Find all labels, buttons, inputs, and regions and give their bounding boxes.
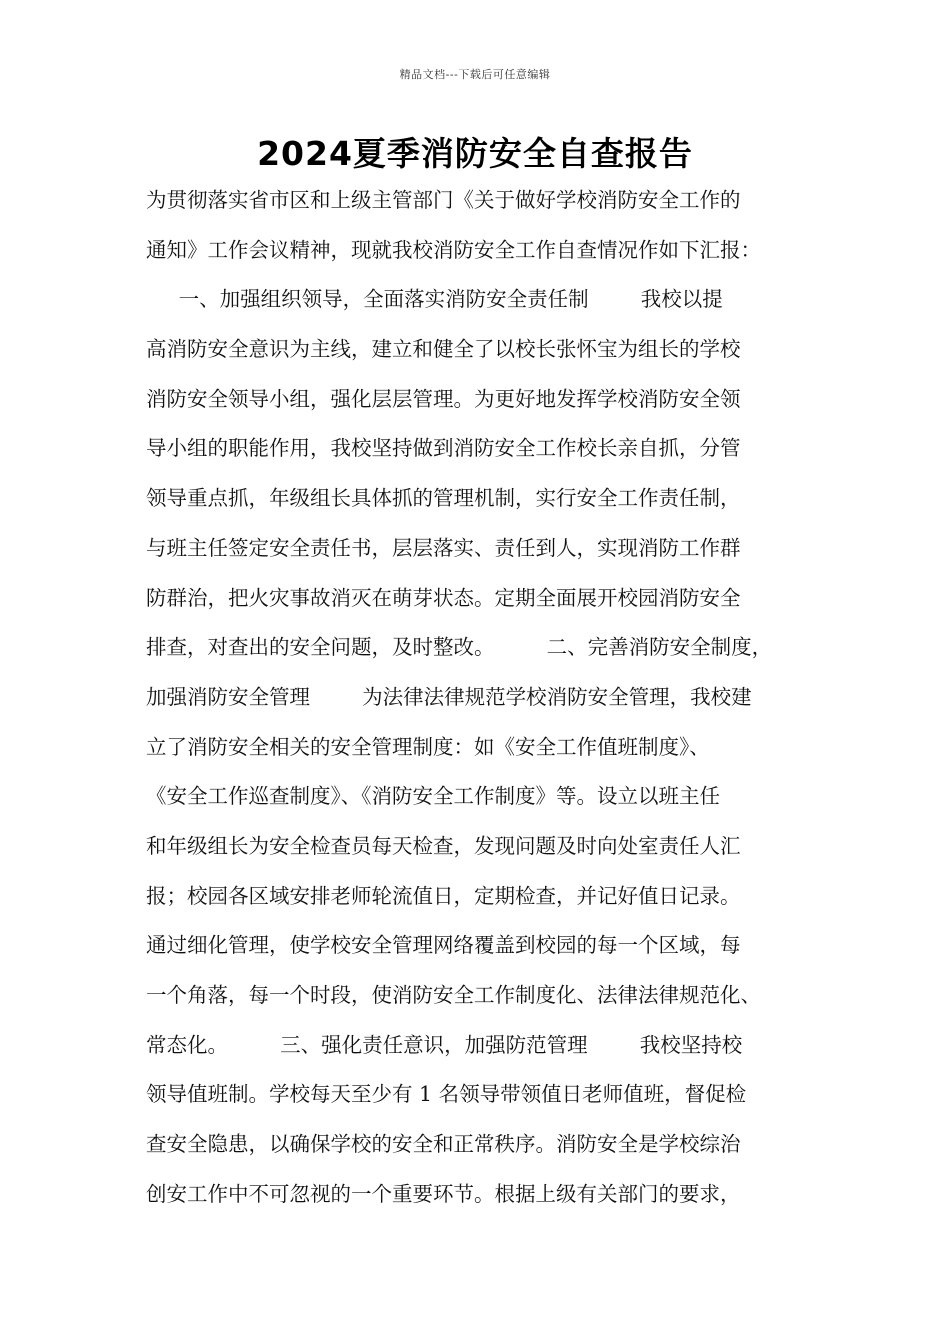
- header-note: 精品文档---下载后可任意编辑: [399, 68, 551, 81]
- body-text: [146, 180, 826, 1223]
- body-line: 和年级组长为安全检查员每天检查，发现问题及时向处室责任人汇: [146, 833, 741, 858]
- body-line: 常态化。 三、强化责任意识，加强防范管理 我校坚持校: [146, 1032, 743, 1057]
- body-line: 防群治，把火灾事故消灭在萌芽状态。定期全面展开校园消防安全: [146, 585, 741, 610]
- body-line: 立了消防安全相关的安全管理制度：如《安全工作值班制度》、: [146, 734, 710, 759]
- document-title: 2024夏季消防安全自查报告: [257, 134, 693, 173]
- body-line: 一个角落，每一个时段，使消防安全工作制度化、法律法律规范化、: [146, 983, 761, 1007]
- body-line: 《安全工作巡查制度》、《消防安全工作制度》等。设立以班主任: [146, 784, 720, 809]
- body-line: 领导重点抓，年级组长具体抓的管理机制，实行安全工作责任制，: [146, 486, 741, 511]
- body-line: 通知》工作会议精神，现就我校消防安全工作自查情况作如下汇报：: [146, 237, 761, 262]
- body-line: 为贯彻落实省市区和上级主管部门《关于做好学校消防安全工作的: [146, 188, 741, 212]
- body-line: 领导值班制。学校每天至少有 1 名领导带领值日老师值班，督促检: [146, 1082, 747, 1107]
- body-line: 加强消防安全管理 为法律法律规范学校消防安全管理，我校建: [146, 684, 752, 709]
- body-line: 查安全隐患，以确保学校的安全和正常秩序。消防安全是学校综治: [146, 1132, 741, 1157]
- body-line: 与班主任签定安全责任书，层层落实、责任到人，实现消防工作群: [146, 535, 741, 560]
- body-line: 创安工作中不可忽视的一个重要环节。根据上级有关部门的要求，: [146, 1181, 741, 1206]
- body-line: 报；校园各区域安排老师轮流值日，定期检查，并记好值日记录。: [146, 883, 741, 908]
- body-line: 导小组的职能作用，我校坚持做到消防安全工作校长亲自抓，分管: [146, 436, 741, 461]
- body-line: 通过细化管理，使学校安全管理网络覆盖到校园的每一个区域，每: [146, 933, 741, 958]
- body-line: 一、加强组织领导，全面落实消防安全责任制 我校以提: [146, 287, 723, 312]
- body-line: 排查，对查出的安全问题，及时整改。 二、完善消防安全制度，: [146, 635, 773, 660]
- body-line: 高消防安全意识为主线，建立和健全了以校长张怀宝为组长的学校: [146, 337, 741, 362]
- body-line: 消防安全领导小组，强化层层管理。为更好地发挥学校消防安全领: [146, 386, 741, 411]
